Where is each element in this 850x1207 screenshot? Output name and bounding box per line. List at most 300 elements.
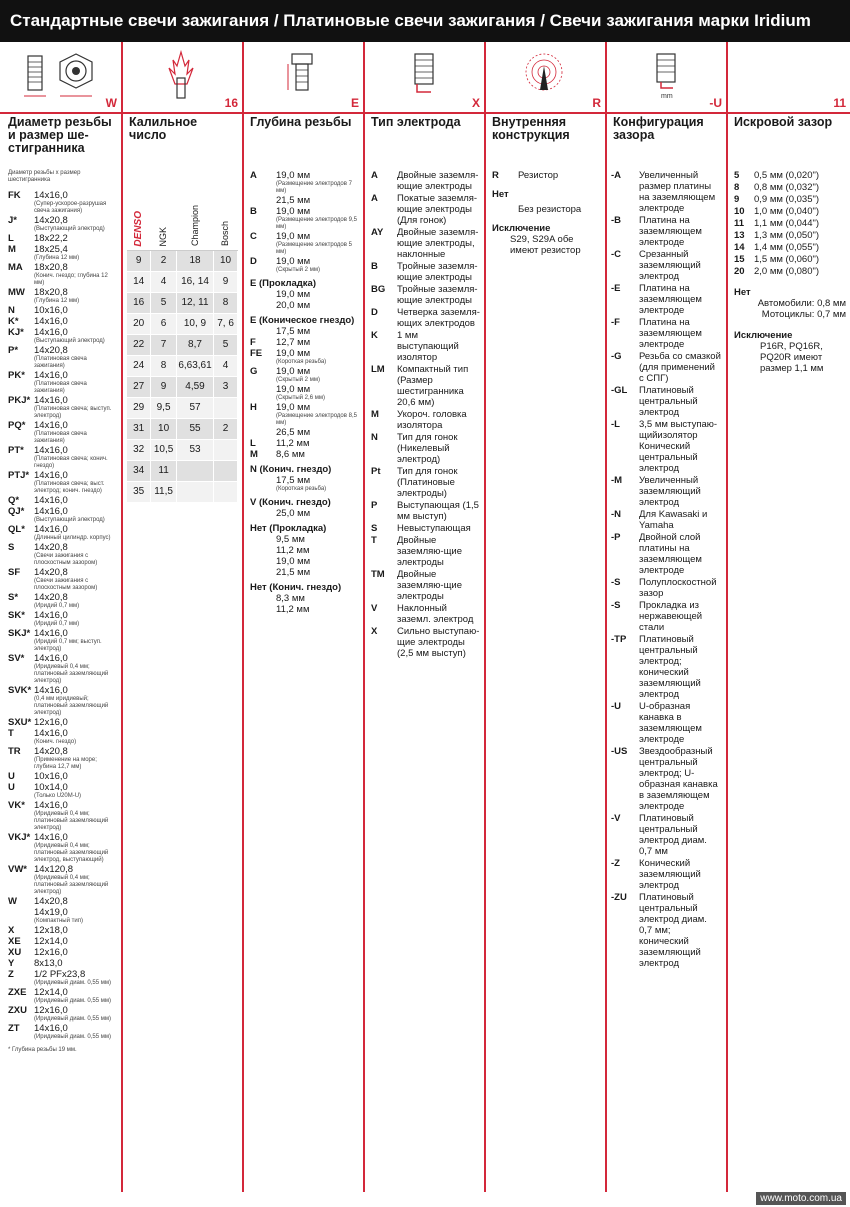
value-group	[276, 604, 359, 615]
value: 14x16,0	[34, 190, 68, 201]
list-item	[8, 305, 117, 316]
list-item	[8, 445, 117, 470]
list-item	[250, 545, 359, 556]
list-item	[8, 524, 117, 542]
list-item	[8, 925, 117, 936]
code-letter: E	[350, 96, 359, 110]
code: -TP	[611, 634, 627, 645]
value: 18x22,2	[34, 233, 68, 244]
code: AY	[371, 227, 384, 238]
table-row	[127, 313, 238, 334]
table-row	[127, 271, 238, 292]
code: PQ*	[8, 420, 26, 431]
list-item	[734, 266, 846, 277]
note: (Глубина 12 мм)	[34, 298, 80, 304]
code	[250, 604, 276, 615]
brand-ngk: NGK	[158, 226, 169, 247]
internal-list	[492, 170, 601, 256]
resistor-icon	[484, 48, 605, 102]
list-item	[250, 326, 359, 337]
value: 14x20,8	[34, 567, 68, 578]
list-item	[611, 215, 722, 248]
list-item	[611, 170, 722, 214]
table-cell	[214, 439, 238, 460]
value: Наклонный заземл. электрод	[397, 603, 474, 625]
table-cell: 34	[127, 460, 151, 481]
list-item	[611, 532, 722, 576]
column-header: Диаметр резьбы и размер ше- стигранника	[8, 115, 112, 155]
value: Тип для гонок (Платиновые электроды)	[397, 466, 458, 499]
note: (Иридий 0,7 мм)	[34, 603, 80, 609]
code: SK*	[8, 610, 25, 621]
list-item	[8, 610, 117, 628]
list-item	[371, 500, 480, 522]
value-group	[34, 987, 117, 1005]
note: (Размещение электродов 8,5 мм)	[276, 413, 357, 426]
code: K	[371, 330, 378, 341]
list-item	[8, 1005, 117, 1023]
table-cell: 2	[151, 250, 177, 271]
value: Выступающая (1,5 мм выступ)	[397, 500, 479, 522]
value-group	[34, 592, 117, 610]
list-item	[250, 508, 359, 519]
code: 9	[734, 194, 740, 205]
value-group	[34, 542, 117, 567]
value: Двойные заземля-ющие электроды	[397, 170, 479, 192]
list-item	[250, 593, 359, 604]
column-header: Конфигурация зазора	[613, 115, 704, 142]
code: -V	[611, 813, 621, 824]
value-group	[276, 289, 359, 300]
value: 9,5 мм	[276, 534, 305, 545]
note: (Иридиевый 0,4 мм; платиновый заземляющий электрод)	[34, 811, 109, 831]
value: 12x14,0	[34, 936, 68, 947]
value: 14x16,0	[34, 370, 68, 381]
value: 19,0 мм	[276, 289, 311, 300]
code: MW	[8, 287, 25, 298]
value: 1,5 мм (0,060")	[754, 254, 820, 265]
code: QL*	[8, 524, 25, 535]
value-group	[276, 384, 359, 402]
code: X	[371, 626, 378, 637]
table-cell: 10, 9	[176, 313, 213, 334]
thread-list	[8, 170, 117, 1054]
value-group	[34, 1023, 117, 1041]
value: 1,0 мм (0,040")	[754, 206, 820, 217]
note: (Выступающий электрод)	[34, 338, 105, 344]
note: (Свечи зажигания с плоскостным зазором)	[34, 553, 98, 566]
table-cell: 57	[176, 397, 213, 418]
value-group	[34, 936, 117, 947]
note: (Применение на море; глубина 12,7 мм)	[34, 757, 97, 770]
note: (Выступающий электрод)	[34, 226, 105, 232]
note: (Платиновая свеча зажигания)	[34, 356, 87, 369]
value-group	[276, 337, 359, 348]
value: 14x20,8	[34, 746, 68, 757]
code: 10	[734, 206, 745, 217]
code	[250, 326, 276, 337]
code: -B	[611, 215, 622, 226]
value-group	[34, 262, 117, 287]
code: BG	[371, 284, 386, 295]
code: F	[250, 337, 256, 348]
value: 14x16,0	[34, 610, 68, 621]
value-group	[276, 366, 359, 384]
value-group	[276, 593, 359, 604]
value-group	[34, 685, 117, 717]
list-item	[250, 556, 359, 567]
code: -N	[611, 509, 622, 520]
value: 26,5 мм	[276, 427, 311, 438]
value-group	[34, 800, 117, 832]
value: Платина на заземляющем электроде	[639, 215, 702, 248]
note: (Платиновая свеча; выступ. электрод)	[34, 406, 112, 419]
value-group	[276, 402, 359, 427]
table-cell	[176, 481, 213, 502]
code: U	[8, 771, 15, 782]
column-header: Внутренняя конструкция	[492, 115, 570, 142]
list-item	[734, 194, 846, 205]
value-group	[276, 427, 359, 438]
note: (Компактный тип)	[34, 918, 83, 924]
list-item	[8, 495, 117, 506]
code-letter: -U	[709, 96, 722, 110]
value: Невыступающая	[397, 523, 471, 534]
table-row	[127, 376, 238, 397]
value: 12x18,0	[34, 925, 68, 936]
value-group	[34, 327, 117, 345]
list-item	[250, 438, 359, 449]
value-group	[276, 508, 359, 519]
table-cell: 8,7	[176, 334, 213, 355]
list-item	[250, 170, 359, 195]
list-item	[371, 466, 480, 499]
value: 14x16,0	[34, 316, 68, 327]
value-group	[34, 287, 117, 305]
value-group	[276, 300, 359, 311]
list-item	[371, 569, 480, 602]
value: 14x20,8	[34, 345, 68, 356]
table-cell: 8	[151, 355, 177, 376]
value: 18x20,8	[34, 287, 68, 298]
value: Для Kawasaki и Yamaha	[639, 509, 708, 531]
code-letter: X	[471, 96, 480, 110]
value: 14x16,0	[34, 420, 68, 431]
code: LM	[371, 364, 385, 375]
code: 15	[734, 254, 745, 265]
value: 19,0 мм	[276, 206, 311, 217]
note: (Размещение электродов 5 мм)	[276, 242, 352, 255]
value: 14x16,0	[34, 728, 68, 739]
value: 8,6 мм	[276, 449, 305, 460]
exception-text: P16R, PQ16R, PQ20R имеют размер 1,1 мм	[760, 341, 824, 374]
table-cell: 27	[127, 376, 151, 397]
value: 17,5 мм	[276, 326, 311, 337]
list-item	[8, 987, 117, 1005]
subheading: Нет (Прокладка)	[250, 523, 327, 534]
note: (Платиновая свеча зажигания)	[34, 431, 87, 444]
code: M	[250, 449, 258, 460]
list-item	[371, 307, 480, 329]
list-item	[8, 316, 117, 327]
code: KJ*	[8, 327, 24, 338]
list-item	[611, 351, 722, 384]
code: -C	[611, 249, 622, 260]
list-item	[371, 409, 480, 431]
value: 19,0 мм	[276, 348, 311, 359]
value-group	[34, 907, 117, 925]
value-group	[276, 231, 359, 256]
note: (Иридиевый диам. 0,55 мм)	[34, 1034, 111, 1040]
list-item	[371, 261, 480, 283]
code: 11	[734, 218, 745, 229]
value-group	[34, 524, 117, 542]
value-group	[34, 896, 117, 907]
value: 10x16,0	[34, 771, 68, 782]
value: 14x16,0	[34, 445, 68, 456]
list-item	[611, 283, 722, 316]
list-item	[8, 542, 117, 567]
value: Четверка заземля-ющих электродов	[397, 307, 480, 329]
value: 1 мм выступающий изолятор	[397, 330, 459, 363]
code	[250, 508, 276, 519]
value: 3,5 мм выступаю-щийизолятор Конический центральный электрод	[639, 419, 718, 474]
code: X	[8, 925, 15, 936]
note: (Скрытый 2 мм)	[276, 267, 320, 273]
list-item	[371, 432, 480, 465]
list-item	[371, 364, 480, 408]
value: 14x20,8	[34, 215, 68, 226]
code: N	[371, 432, 378, 443]
list-item	[8, 592, 117, 610]
list-item	[250, 475, 359, 493]
value: 14x20,8	[34, 592, 68, 603]
note: (Конич. гнездо)	[34, 739, 77, 745]
note: (Конич. гнездо; глубина 12 мм)	[34, 273, 108, 286]
table-cell: 2	[214, 418, 238, 439]
list-item	[250, 604, 359, 615]
note: (Размещение электродов 9,5 мм)	[276, 217, 357, 230]
code: -U	[611, 701, 622, 712]
list-item	[611, 892, 722, 969]
table-cell: 6	[151, 313, 177, 334]
value-group	[34, 470, 117, 495]
exception-text: S29, S29A обе имеют резистор	[510, 234, 581, 256]
list-item	[250, 206, 359, 231]
thread-depth-icon	[242, 48, 363, 102]
value: 20,0 мм	[276, 300, 311, 311]
table-cell: 55	[176, 418, 213, 439]
value-group	[276, 326, 359, 337]
value: 12x16,0	[34, 947, 68, 958]
value: Двойные заземля-ющие электроды, наклонные	[397, 227, 479, 260]
table-cell: 7	[151, 334, 177, 355]
none-auto: Автомобили: 0,8 мм	[757, 298, 846, 309]
code: SV*	[8, 653, 25, 664]
code: H	[250, 402, 257, 413]
table-cell: 12, 11	[176, 292, 213, 313]
value: 1,3 мм (0,050")	[754, 230, 820, 241]
table-row	[127, 355, 238, 376]
code: R	[492, 170, 499, 181]
table-cell: 35	[127, 481, 151, 502]
list-item	[8, 420, 117, 445]
table-row	[127, 439, 238, 460]
code: S	[8, 542, 15, 553]
value: 14x16,0	[34, 685, 68, 696]
table-cell: 10	[151, 418, 177, 439]
value-group	[34, 190, 117, 215]
value: 0,5 мм (0,020")	[754, 170, 820, 181]
value-group	[34, 628, 117, 653]
table-cell: 9	[151, 376, 177, 397]
electrode-icon	[363, 48, 484, 102]
value: 14x20,8	[34, 542, 68, 553]
subheading: E (Прокладка)	[250, 278, 316, 289]
value: U-образная канавка в заземляющем электроде	[639, 701, 702, 745]
value: Звездообразный центральный электрод; U-образная канавка в заземляющем электроде	[639, 746, 718, 812]
table-cell: 4	[214, 355, 238, 376]
list-item	[611, 475, 722, 508]
list-item	[611, 385, 722, 418]
code: PK*	[8, 370, 25, 381]
table-cell	[214, 397, 238, 418]
code: SF	[8, 567, 21, 578]
code: ZXU	[8, 1005, 27, 1016]
list-item	[371, 227, 480, 260]
list-item	[8, 244, 117, 262]
note: (Иридиевый 0,4 мм; платиновый заземляющий электрод, выступающий)	[34, 843, 109, 863]
table-cell: 16, 14	[176, 271, 213, 292]
value: Компактный тип (Размер шестигранника 20,6 мм)	[397, 364, 469, 408]
subheading: Нет (Конич. гнездо)	[250, 582, 342, 593]
column-header: Искровой зазор	[734, 115, 833, 129]
value: 2,0 мм (0,080")	[754, 266, 820, 277]
value: Двойной слой платины на заземляющем электроде	[639, 532, 702, 576]
code: -S	[611, 600, 621, 611]
code: D	[371, 307, 378, 318]
value: 14x20,8	[34, 896, 68, 907]
list-item	[250, 567, 359, 578]
code-letter: 16	[224, 96, 238, 110]
code: Q*	[8, 495, 20, 506]
code: P*	[8, 345, 19, 356]
value: Платиновый центральный электрод; конический заземляющий электрод	[639, 634, 701, 700]
value-group	[276, 195, 359, 206]
value-group	[34, 345, 117, 370]
note: (Свечи зажигания с плоскостным зазором)	[34, 578, 98, 591]
value: 11,2 мм	[276, 604, 310, 615]
list-item	[250, 384, 359, 402]
code	[250, 475, 276, 493]
code	[250, 534, 276, 545]
note: (Платиновая свеча; конич. гнездо)	[34, 456, 108, 469]
code: K*	[8, 316, 19, 327]
list-item	[8, 395, 117, 420]
value: 8,3 мм	[276, 593, 305, 604]
value: 11,2 мм	[276, 438, 310, 449]
list-item	[611, 858, 722, 891]
value-group	[276, 438, 359, 449]
code: -F	[611, 317, 620, 328]
list-item	[734, 230, 846, 241]
code	[8, 907, 34, 925]
value: 18x25,4	[34, 244, 68, 255]
table-cell: 11,5	[151, 481, 177, 502]
code: -GL	[611, 385, 628, 396]
list-item	[8, 628, 117, 653]
code	[250, 289, 276, 300]
list-item	[611, 813, 722, 857]
value-group	[34, 771, 117, 782]
code: -G	[611, 351, 622, 362]
code: -E	[611, 283, 621, 294]
value: Тройные заземля-ющие электроды	[397, 284, 478, 306]
code: SKJ*	[8, 628, 31, 639]
note: (Короткая резьба)	[276, 486, 327, 492]
value-group	[34, 215, 117, 233]
code: U	[8, 782, 15, 793]
list-item	[8, 947, 117, 958]
list-item	[8, 190, 117, 215]
code: A	[371, 170, 378, 181]
value: 12,7 мм	[276, 337, 311, 348]
code	[250, 427, 276, 438]
list-item	[371, 523, 480, 534]
list-item	[611, 577, 722, 599]
value: 11,2 мм	[276, 545, 310, 556]
note: (Иридий 0,7 мм; выступ. электрод)	[34, 639, 102, 652]
list-item	[8, 1023, 117, 1041]
none-label: Нет	[734, 287, 751, 298]
value: Полуплоскостной зазор	[639, 577, 717, 599]
value-group	[34, 947, 117, 958]
code	[250, 556, 276, 567]
list-item	[8, 746, 117, 771]
subheading: N (Конич. гнездо)	[250, 464, 332, 475]
code: -L	[611, 419, 620, 430]
code	[250, 195, 276, 206]
table-cell	[214, 460, 238, 481]
value: 10x16,0	[34, 305, 68, 316]
value-group	[34, 782, 117, 800]
value: 14x16,0	[34, 506, 68, 517]
value-group	[34, 728, 117, 746]
value-group	[34, 746, 117, 771]
svg-text:mm: mm	[661, 93, 673, 100]
list-item	[8, 771, 117, 782]
list-item	[8, 470, 117, 495]
list-item	[8, 370, 117, 395]
list-item	[8, 262, 117, 287]
value: 14x16,0	[34, 832, 68, 843]
brand-row	[127, 170, 238, 250]
list-item	[611, 317, 722, 350]
list-item	[371, 193, 480, 226]
value: 21,5 мм	[276, 195, 311, 206]
value-group	[276, 170, 359, 195]
note: (Скрытый 2 мм)	[276, 377, 320, 383]
value: 19,0 мм	[276, 231, 311, 242]
value-group	[34, 445, 117, 470]
code: -S	[611, 577, 621, 588]
note: (Короткая резьба)	[276, 359, 327, 365]
table-cell: 6,63,61	[176, 355, 213, 376]
code: B	[371, 261, 378, 272]
list-item	[250, 348, 359, 366]
depth-list	[250, 170, 359, 615]
table-row	[127, 460, 238, 481]
